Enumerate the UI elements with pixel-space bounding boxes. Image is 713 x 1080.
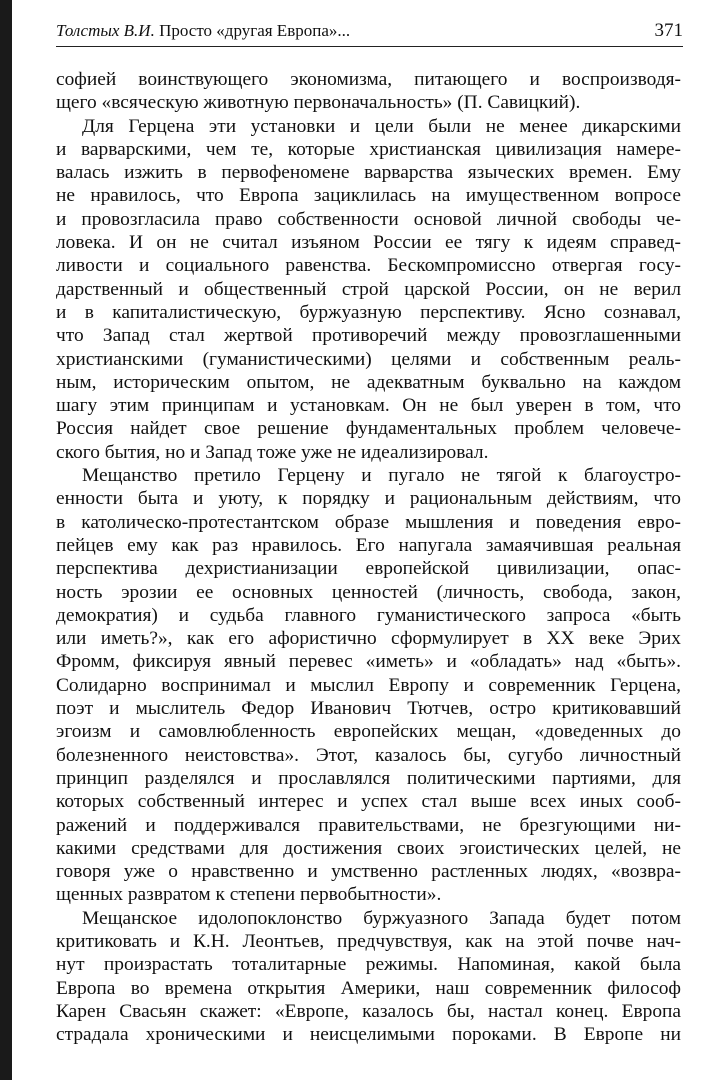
text-line: критиковать и К.Н. Леонтьев, предчувствуя, как на этой почве нач- [56,930,681,952]
text-line: эгоизм и самовлюбленность европейских мещан, «доведенных до [56,721,681,743]
text-line: страдала хроническими и неисцелимыми пороками. В Европе ни [56,1024,681,1046]
text-line: и провозгласила право собственности основой личной свободы че- [56,208,681,230]
text-line: дарственный и общественный строй царской России, он не верил [56,278,681,300]
text-line: нут произрастать тоталитарные режимы. Напоминая, какой была [56,954,681,976]
text-line: Европа во времена открытия Америки, наш современник философ [56,977,681,999]
text-line: Фромм, фиксируя явный перевес «иметь» и «обладать» над «быть». [56,651,681,673]
text-line: енности быта и уюту, к порядку и рациональным действиям, что [56,488,681,510]
text-line: поэт и мыслитель Федор Иванович Тютчев, остро критиковавший [56,698,681,720]
text-line: валась изжить в первофеномене варварства языческих времен. Ему [56,162,681,184]
text-line: не нравилось, что Европа зациклилась на имущественном вопросе [56,185,681,207]
text-line: принцип разделялся и прославлялся политическими партиями, для [56,767,681,789]
text-line: демократия) и судьба главного гуманистического запроса «быть [56,604,681,626]
text-line: христианскими (гуманистическими) целями и собственным реаль- [56,348,681,370]
text-line: Мещанское идолопоклонство буржуазного Запада будет потом [82,907,681,929]
page-body [56,68,681,1046]
text-line: какими средствами для достижения своих эгоистических целей, не [56,837,681,859]
text-line: пейцев ему как раз нравилось. Его напугала замаячившая реальная [56,534,681,556]
text-line: ным, историческим опытом, не адекватным буквально на каждом [56,371,681,393]
text-line: и варварскими, чем те, которые христианская цивилизация намере- [56,138,681,160]
running-header [56,14,683,47]
text-line: ливости и социального равенства. Бескомпромиссно отвергая госу- [56,255,681,277]
text-line: щенных развратом к степени первобытности». [56,884,442,906]
running-title [56,21,350,41]
header-title: Просто «другая Европа»... [159,21,351,40]
text-line: что Запад стал жертвой противоречий между провозглашенными [56,325,681,347]
text-line: перспектива дехристианизации европейской цивилизации, опас- [56,558,681,580]
text-line: Для Герцена эти установки и цели были не менее дикарскими [82,115,681,137]
text-line: ского бытия, но и Запад тоже уже не идеализировал. [56,441,489,463]
text-line: Солидарно воспринимал и мыслил Европу и современник Герцена, [56,674,681,696]
text-line: шагу этим принципам и установкам. Он не был уверен в том, что [56,395,681,417]
text-line: Россия найдет свое решение фундаментальных проблем человече- [56,418,681,440]
page-number: 371 [654,20,683,41]
text-line: софией воинствующего экономизма, питающего и воспроизводя- [56,69,681,90]
text-line: щего «всяческую животную первоначальность» (П. Савицкий). [56,92,581,114]
text-line: в католическо-протестантском образе мышления и поведения евро- [56,511,681,533]
text-line: говоря уже о нравственно и умственно растленных людях, «возвра- [56,861,681,883]
text-line: ность эрозии ее основных ценностей (личность, свобода, закон, [56,581,681,603]
text-line: или иметь?», как его афористично сформулирует в XX веке Эрих [56,628,681,650]
text-line: Карен Свасьян скажет: «Европе, казалось бы, настал конец. Европа [56,1000,681,1022]
header-author: Толстых В.И. [56,21,155,40]
text-line: ражений и поддерживался правительствами, не брезгующими ни- [56,814,681,836]
text-line: которых собственный интерес и успех стал выше всех иных сооб- [56,791,681,813]
text-line: болезненного неистовства». Этот, казалось бы, сугубо личностный [56,744,681,766]
text-line: Мещанство претило Герцену и пугало не тягой к благоустро- [82,465,681,487]
text-line: и в капиталистическую, буржуазную перспективу. Ясно сознавал, [56,301,681,323]
page-edge-bar [0,0,12,1080]
text-line: ловека. И он не считал изъяном России ее тягу к идеям справед- [56,232,681,254]
